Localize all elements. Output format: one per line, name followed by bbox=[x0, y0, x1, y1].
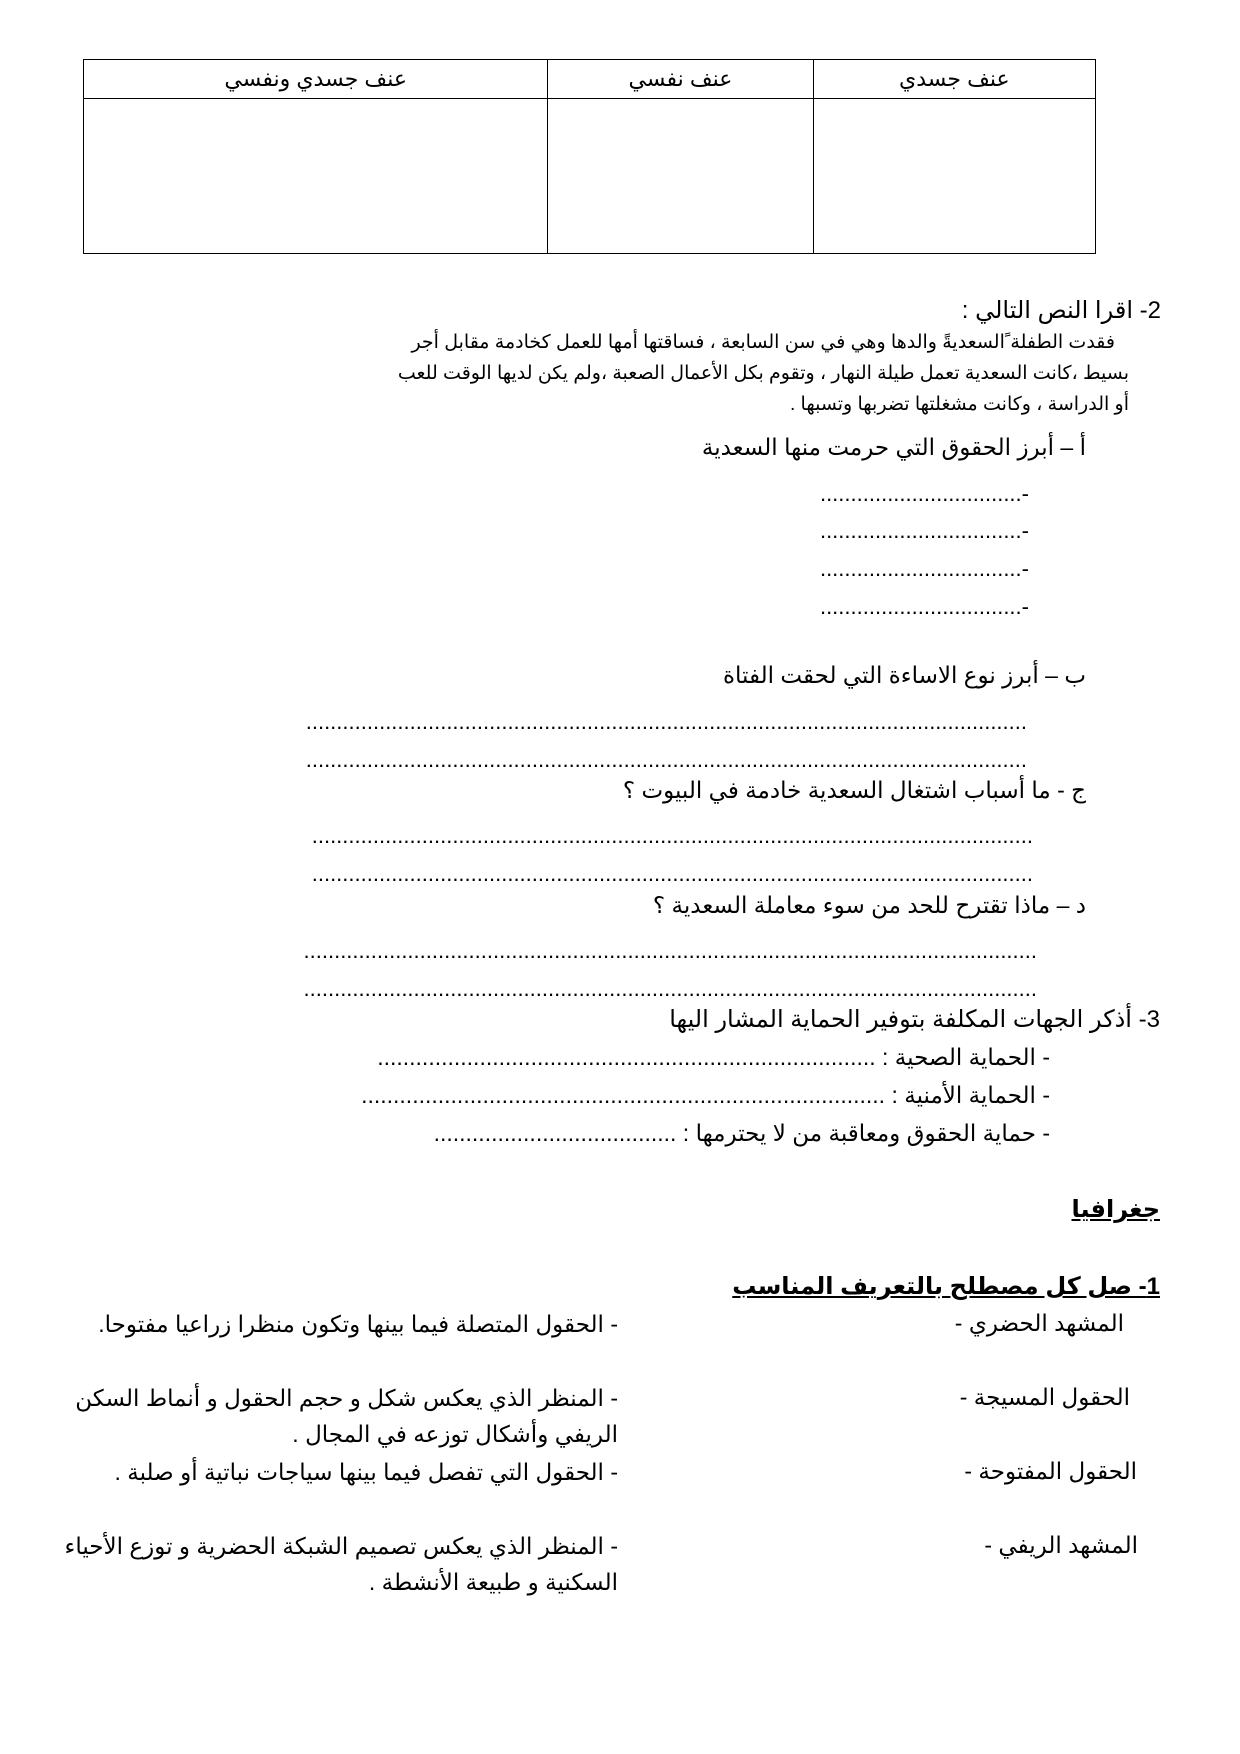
q2b-label: ب – أبرز نوع الاساءة التي لحقت الفتاة bbox=[722, 662, 1086, 688]
q2d-answer-line-1[interactable]: ........................................................................................................................ bbox=[303, 938, 1037, 963]
q2-title: 2- اقرا النص التالي : bbox=[961, 297, 1161, 324]
q2a-answer-line-4[interactable]: -................................. bbox=[819, 594, 1029, 619]
q2b-answer-line-1[interactable]: ...................................................................................................................... bbox=[305, 709, 1027, 734]
term-open-fields[interactable]: الحقول المفتوحة - bbox=[964, 1458, 1137, 1484]
q3-item-rights-protection[interactable]: - حماية الحقوق ومعاقبة من لا يحترمها : ...................................... bbox=[433, 1120, 1050, 1146]
q2c-label: ج - ما أسباب اشتغال السعدية خادمة في البيوت ؟ bbox=[622, 777, 1086, 803]
definition-rural-landscape[interactable]: - المنظر الذي يعكس شكل و حجم الحقول و أنماط السكن الريفي وأشكال توزعه في المجال . bbox=[75, 1385, 618, 1447]
q2c-answer-line-2[interactable]: ...................................................................................................................... bbox=[311, 861, 1033, 886]
answer-cell-psychological[interactable] bbox=[548, 99, 813, 254]
q2a-label: أ – أبرز الحقوق التي حرمت منها السعدية bbox=[701, 434, 1086, 460]
q2c-answer-line-1[interactable]: ...................................................................................................................... bbox=[311, 823, 1033, 848]
answer-cell-both[interactable] bbox=[84, 99, 548, 254]
q2b-answer-line-2[interactable]: ...................................................................................................................... bbox=[305, 747, 1027, 772]
q2-text-line-3: أو الدراسة ، وكانت مشغلتها تضربها وتسبها . bbox=[789, 394, 1129, 415]
geography-section-title: جغرافيا bbox=[1071, 1196, 1160, 1223]
q2a-answer-line-1[interactable]: -................................. bbox=[819, 481, 1029, 506]
definition-enclosed-fields[interactable]: - الحقول التي تفصل فيما بينها سياجات نباتية أو صلبة . bbox=[114, 1459, 618, 1485]
matching-exercise-title: 1- صل كل مصطلح بالتعريف المناسب bbox=[732, 1273, 1160, 1300]
header-psychological-violence: عنف نفسي bbox=[548, 60, 813, 99]
term-enclosed-fields[interactable]: الحقول المسيجة - bbox=[959, 1384, 1130, 1410]
answer-cell-physical[interactable] bbox=[813, 99, 1095, 254]
header-physical-psychological-violence: عنف جسدي ونفسي bbox=[84, 60, 548, 99]
q3-item-health-protection[interactable]: - الحماية الصحية : .............................................................................. bbox=[377, 1044, 1050, 1070]
definition-open-fields[interactable]: - الحقول المتصلة فيما بينها وتكون منظرا زراعيا مفتوحا. bbox=[98, 1311, 618, 1337]
header-physical-violence: عنف جسدي bbox=[813, 60, 1095, 99]
table-header-row bbox=[84, 60, 1096, 99]
q2a-answer-line-3[interactable]: -................................. bbox=[819, 556, 1029, 581]
term-urban-landscape[interactable]: المشهد الحضري - bbox=[954, 1310, 1124, 1336]
table-answer-row bbox=[84, 99, 1096, 254]
q2-text-line-1: فقدت الطفلة ًالسعديةً والدها وهي في سن السابعة ، فساقتها أمها للعمل كخادمة مقابل أجر bbox=[411, 332, 1115, 353]
q3-item-security-protection[interactable]: - الحماية الأمنية : .................................................................................. bbox=[361, 1082, 1050, 1108]
q2a-answer-line-2[interactable]: -................................. bbox=[819, 518, 1029, 543]
violence-types-table bbox=[83, 59, 1096, 254]
q2d-label: د – ماذا تقترح للحد من سوء معاملة السعدية ؟ bbox=[652, 892, 1086, 918]
definition-urban-landscape[interactable]: - المنظر الذي يعكس تصميم الشبكة الحضرية و توزع الأحياء السكنية و طبيعة الأنشطة . bbox=[64, 1533, 618, 1595]
q3-title: 3- أذكر الجهات المكلفة بتوفير الحماية المشار اليها bbox=[669, 1006, 1160, 1033]
q2d-answer-line-2[interactable]: ........................................................................................................................ bbox=[303, 976, 1037, 1001]
q2-text-line-2: بسيط ،كانت السعدية تعمل طيلة النهار ، وتقوم بكل الأعمال الصعبة ،ولم يكن لديها الوقت للعب bbox=[397, 363, 1129, 384]
term-rural-landscape[interactable]: المشهد الريفي - bbox=[984, 1532, 1138, 1558]
